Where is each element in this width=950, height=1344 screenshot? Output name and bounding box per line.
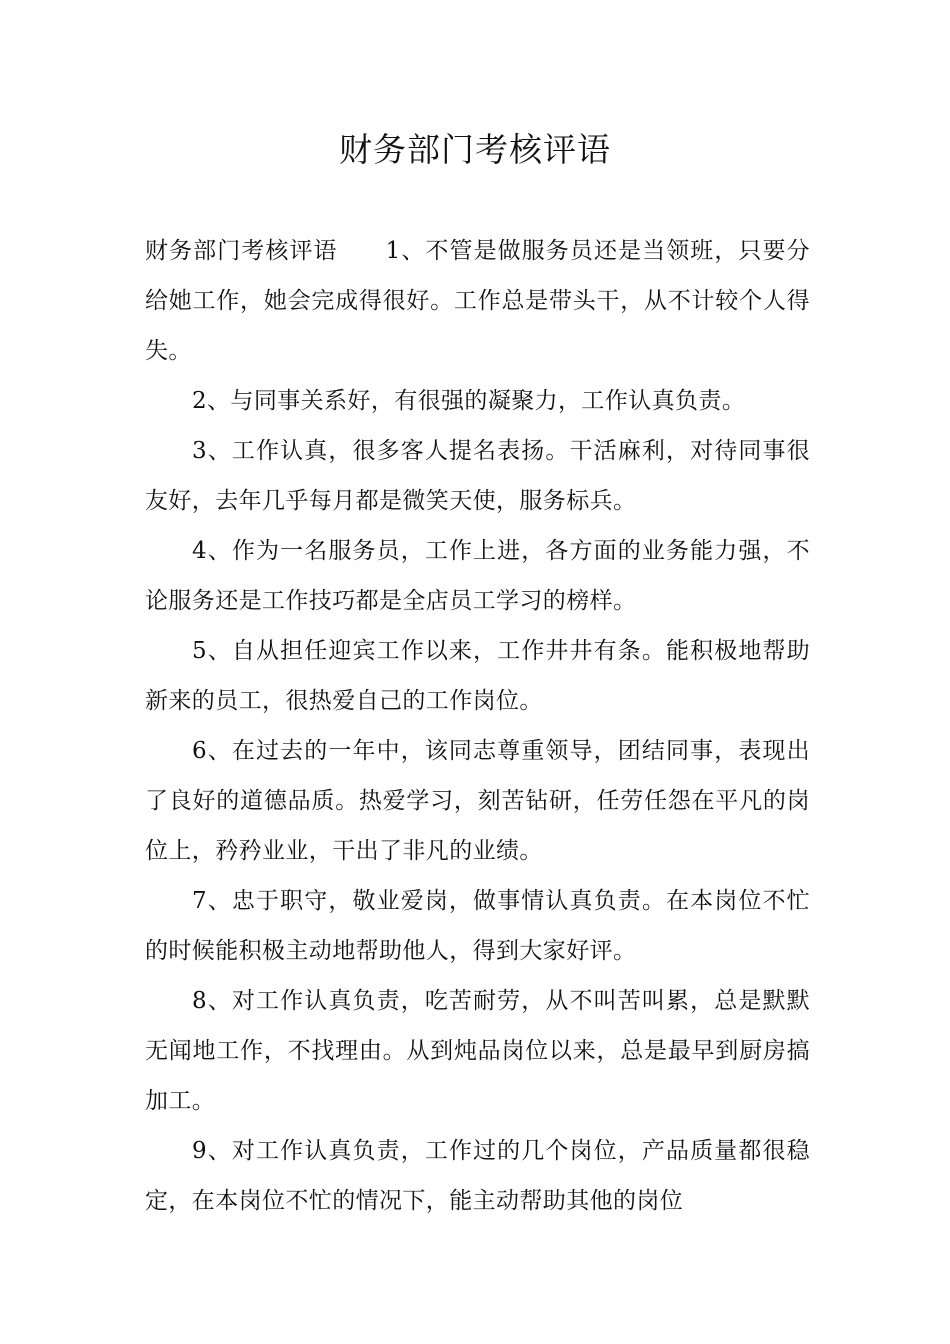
lead-heading: 财务部门考核评语 <box>145 238 338 264</box>
document-title: 财务部门考核评语 <box>339 130 611 169</box>
lead-text: 1、不管是做服务员还是当领班，只要分给她工作，她会完成得很好。工作总是带头干，从不计较个人得失。 <box>145 238 810 364</box>
document-body <box>145 226 810 1226</box>
paragraph-7: 7、忠于职守，敬业爱岗，做事情认真负责。在本岗位不忙的时候能积极主动地帮助他人，得到大家好评。 <box>145 888 810 964</box>
paragraph-3: 3、工作认真，很多客人提名表扬。干活麻利，对待同事很友好，去年几乎每月都是微笑天使，服务标兵。 <box>145 438 810 514</box>
lead-paragraph <box>145 226 810 376</box>
paragraph-5: 5、自从担任迎宾工作以来，工作井井有条。能积极地帮助新来的员工，很热爱自己的工作岗位。 <box>145 638 810 714</box>
paragraph-8: 8、对工作认真负责，吃苦耐劳，从不叫苦叫累，总是默默无闻地工作，不找理由。从到炖品岗位以来，总是最早到厨房搞加工。 <box>145 988 810 1114</box>
paragraph-4: 4、作为一名服务员，工作上进，各方面的业务能力强，不论服务还是工作技巧都是全店员工学习的榜样。 <box>145 538 810 614</box>
paragraph-2: 2、与同事关系好，有很强的凝聚力，工作认真负责。 <box>192 388 746 414</box>
paragraph-6: 6、在过去的一年中，该同志尊重领导，团结同事，表现出了良好的道德品质。热爱学习，刻苦钻研，任劳任怨在平凡的岗位上，矜矜业业，干出了非凡的业绩。 <box>145 738 810 864</box>
paragraph-9: 9、对工作认真负责，工作过的几个岗位，产品质量都很稳定，在本岗位不忙的情况下，能主动帮助其他的岗位 <box>145 1138 810 1214</box>
